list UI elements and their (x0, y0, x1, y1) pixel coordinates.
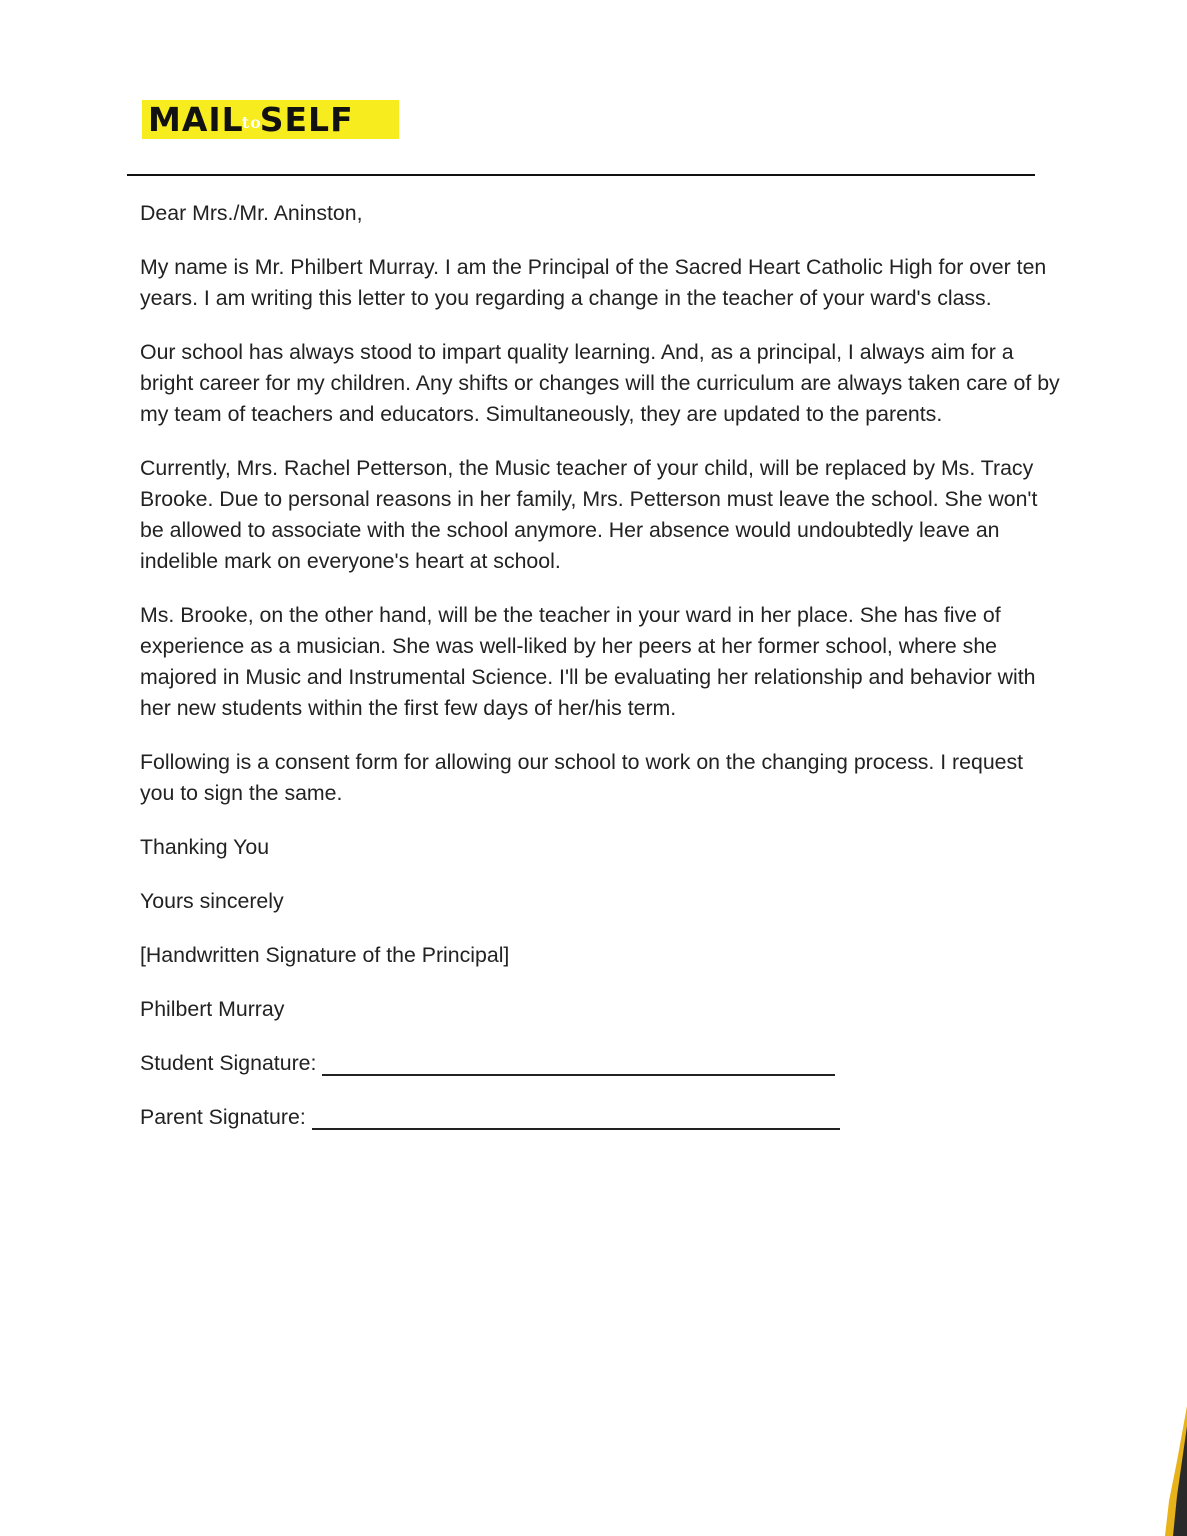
salutation: Dear Mrs./Mr. Aninston, (140, 201, 363, 225)
student-signature-field[interactable] (322, 1050, 835, 1076)
student-signature-row (140, 1048, 1060, 1079)
thanks-line: Thanking You (140, 835, 270, 859)
signature-placeholder: [Handwritten Signature of the Principal] (140, 943, 510, 967)
parent-signature-field[interactable] (312, 1104, 840, 1130)
brand-logo (142, 100, 399, 139)
logo-word-self: SELF (259, 100, 354, 139)
paragraph-school-mission: Our school has always stood to impart quality learning. And, as a principal, I always aim for a bright career for my children. Any shifts or changes will the curriculum are always taken care of by my team of teachers and educators. Simultaneously, they are updated to the parents. (140, 340, 1060, 426)
header-divider (127, 174, 1035, 176)
student-signature-label: Student Signature: (140, 1051, 317, 1075)
corner-accent-decoration (1147, 1406, 1187, 1536)
paragraph-consent-request: Following is a consent form for allowing our school to work on the changing process. I request you to sign the same. (140, 750, 1024, 805)
closing-line: Yours sincerely (140, 889, 284, 913)
parent-signature-label: Parent Signature: (140, 1105, 306, 1129)
brand-logo-wordmark (148, 100, 354, 139)
letter-body (140, 198, 1060, 1156)
paragraph-teacher-change: Currently, Mrs. Rachel Petterson, the Music teacher of your child, will be replaced by Ms. Tracy Brooke. Due to personal reasons in her family, Mrs. Petterson must leave the school. She won't be allowed to associate with the school anymore. Her absence would undoubtedly leave an indelible mark on everyone's heart at school. (140, 456, 1038, 573)
paragraph-intro: My name is Mr. Philbert Murray. I am the Principal of the Sacred Heart Catholic High for over ten years. I am writing this letter to you regarding a change in the teacher of your ward's class. (140, 255, 1047, 310)
paragraph-new-teacher: Ms. Brooke, on the other hand, will be the teacher in your ward in her place. She has five of experience as a musician. She was well-liked by her peers at her former school, where she majored in Music and Instrumental Science. I'll be evaluating her relationship and behavior with her new students within the first few days of her/his term. (140, 603, 1036, 720)
parent-signature-row (140, 1102, 1060, 1133)
logo-word-mail: MAIL (148, 100, 244, 139)
logo-word-to: to (241, 113, 262, 132)
signer-name: Philbert Murray (140, 997, 285, 1021)
